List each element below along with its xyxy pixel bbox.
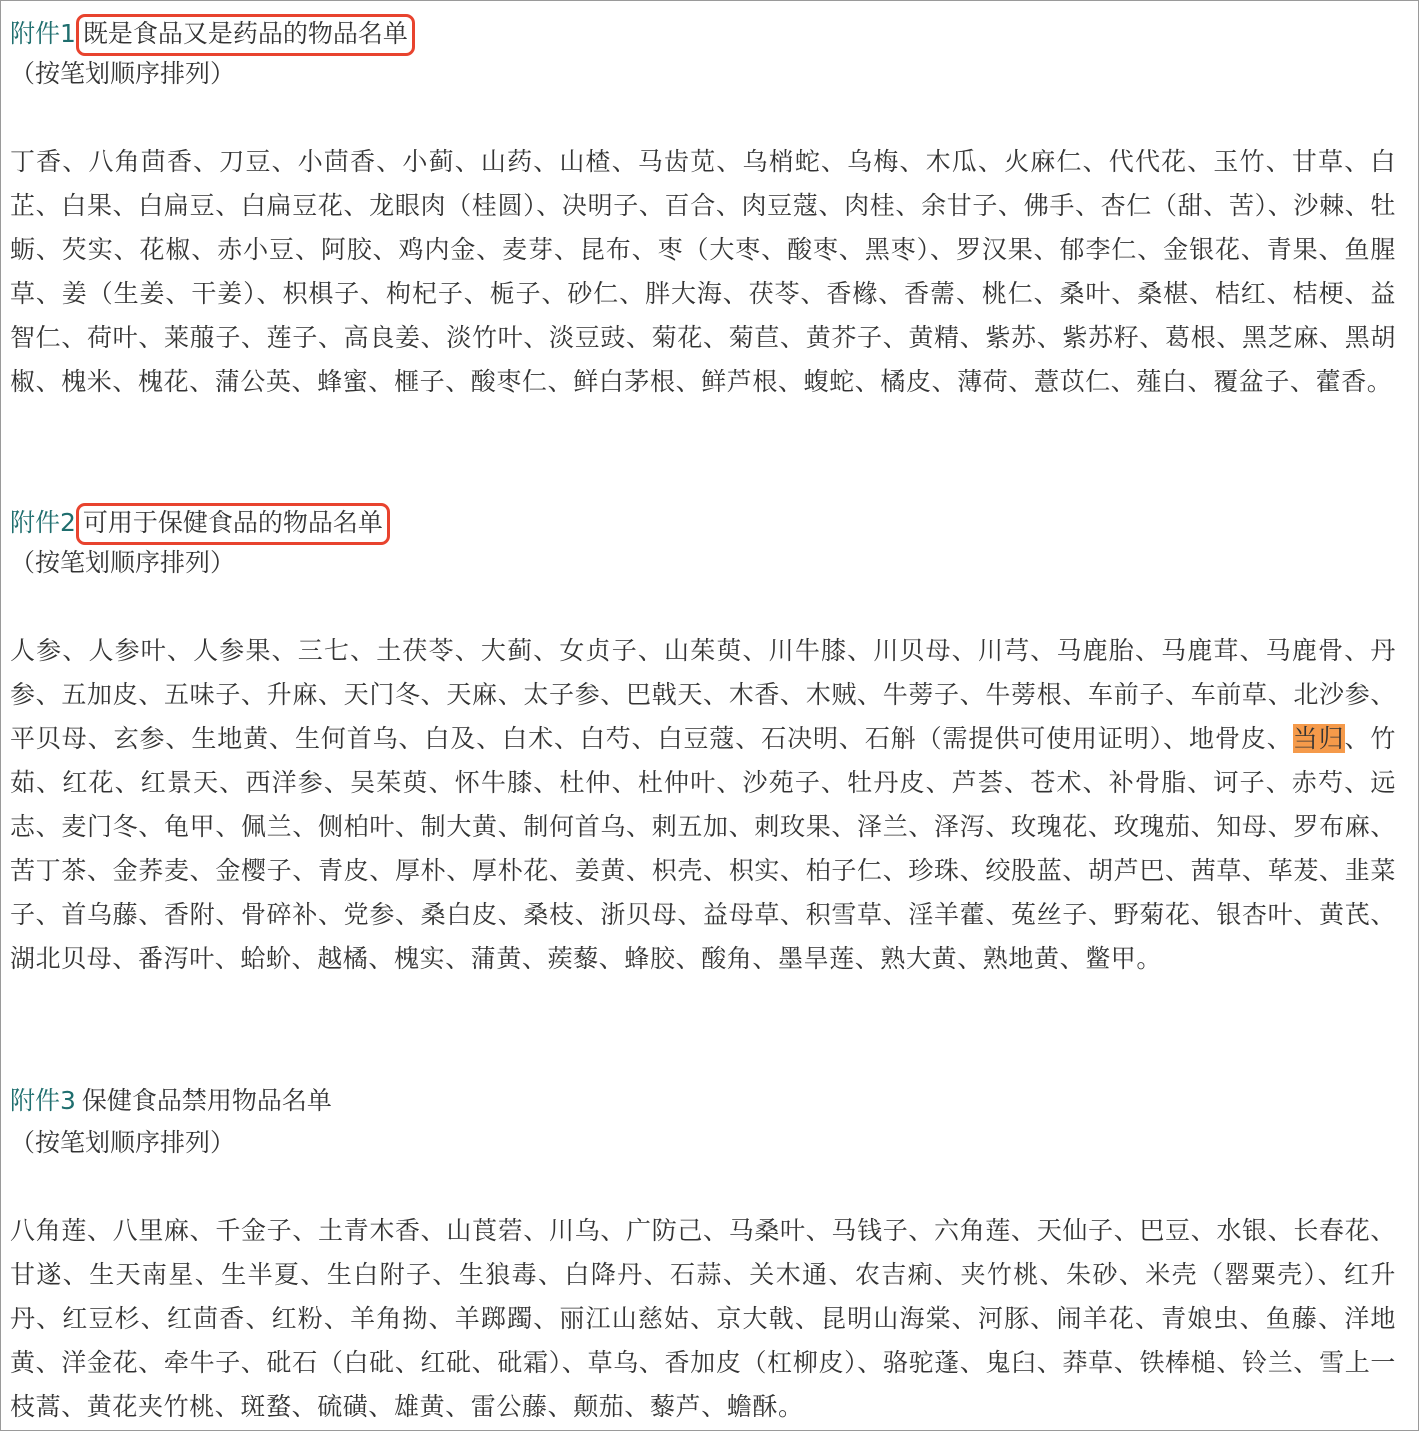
attachment-2-title: 可用于保健食品的物品名单 [76, 503, 390, 545]
attachment-2-link[interactable]: 附件2 [10, 508, 76, 537]
attachment-3-order-note: （按笔划顺序排列） [10, 1128, 236, 1157]
attachment-2-order-note: （按笔划顺序排列） [10, 548, 236, 577]
attachment-2-items-before: 人参、人参叶、人参果、三七、土茯苓、大蓟、女贞子、山茱萸、川牛膝、川贝母、川芎、马鹿胎、马鹿茸、马鹿骨、丹参、五加皮、五味子、升麻、天门冬、天麻、太子参、巴戟天、木香、木贼、牛蒡子、牛蒡根、车前子、车前草、北沙参、平贝母、玄参、生地黄、生何首乌、白及、白术、白芍、白豆蔻、石决明、石斛（需提供可使用证明）、地骨皮、 [10, 636, 1396, 753]
highlighted-item: 当归 [1292, 724, 1345, 753]
attachment-3-items: 八角莲、八里麻、千金子、土青木香、山莨菪、川乌、广防己、马桑叶、马钱子、六角莲、天仙子、巴豆、水银、长春花、甘遂、生天南星、生半夏、生白附子、生狼毒、白降丹、石蒜、关木通、农吉痢、夹竹桃、朱砂、米壳（罂粟壳）、红升丹、红豆杉、红茴香、红粉、羊角拗、羊踯躅、丽江山慈姑、京大戟、昆明山海棠、河豚、闹羊花、青娘虫、鱼藤、洋地黄、洋金花、牵牛子、砒石（白砒、红砒、砒霜）、草乌、香加皮（杠柳皮）、骆驼蓬、鬼臼、莽草、铁棒槌、铃兰、雪上一枝蒿、黄花夹竹桃、斑蝥、硫磺、雄黄、雷公藤、颠茄、藜芦、蟾酥。 [10, 1216, 1396, 1421]
attachment-3-title: 保健食品禁用物品名单 [81, 1086, 332, 1115]
attachment-1-items: 丁香、八角茴香、刀豆、小茴香、小蓟、山药、山楂、马齿苋、乌梢蛇、乌梅、木瓜、火麻仁、代代花、玉竹、甘草、白芷、白果、白扁豆、白扁豆花、龙眼肉（桂圆）、决明子、百合、肉豆蔻、肉桂、余甘子、佛手、杏仁（甜、苦）、沙棘、牡蛎、芡实、花椒、赤小豆、阿胶、鸡内金、麦芽、昆布、枣（大枣、酸枣、黑枣）、罗汉果、郁李仁、金银花、青果、鱼腥草、姜（生姜、干姜）、枳椇子、枸杞子、栀子、砂仁、胖大海、茯苓、香橼、香薷、桃仁、桑叶、桑椹、桔红、桔梗、益智仁、荷叶、莱菔子、莲子、高良姜、淡竹叶、淡豆豉、菊花、菊苣、黄芥子、黄精、紫苏、紫苏籽、葛根、黑芝麻、黑胡椒、槐米、槐花、蒲公英、蜂蜜、榧子、酸枣仁、鲜白茅根、鲜芦根、蝮蛇、橘皮、薄荷、薏苡仁、薤白、覆盆子、藿香。 [10, 147, 1396, 396]
attachment-1-title: 既是食品又是药品的物品名单 [76, 14, 415, 56]
attachment-1-section [10, 14, 1396, 404]
attachment-2-heading [10, 503, 1396, 543]
attachment-3-link[interactable]: 附件3 [10, 1086, 76, 1115]
attachment-2-items [10, 629, 1396, 981]
attachment-2-section [10, 503, 1396, 981]
attachment-1-link[interactable]: 附件1 [10, 19, 76, 48]
attachment-1-order-note: （按笔划顺序排列） [10, 59, 236, 88]
attachment-1-heading [10, 14, 1396, 54]
attachment-2-items-after: 、竹茹、红花、红景天、西洋参、吴茱萸、怀牛膝、杜仲、杜仲叶、沙苑子、牡丹皮、芦荟、苍术、补骨脂、诃子、赤芍、远志、麦门冬、龟甲、佩兰、侧柏叶、制大黄、制何首乌、刺五加、刺玫果、泽兰、泽泻、玫瑰花、玫瑰茄、知母、罗布麻、苦丁茶、金荞麦、金樱子、青皮、厚朴、厚朴花、姜黄、枳壳、枳实、柏子仁、珍珠、绞股蓝、胡芦巴、茜草、荜茇、韭菜子、首乌藤、香附、骨碎补、党参、桑白皮、桑枝、浙贝母、益母草、积雪草、淫羊藿、菟丝子、野菊花、银杏叶、黄芪、湖北贝母、番泻叶、蛤蚧、越橘、槐实、蒲黄、蒺藜、蜂胶、酸角、墨旱莲、熟大黄、熟地黄、鳖甲。 [10, 724, 1397, 973]
attachment-3-heading [10, 1083, 1396, 1123]
attachment-3-section [10, 1083, 1396, 1429]
